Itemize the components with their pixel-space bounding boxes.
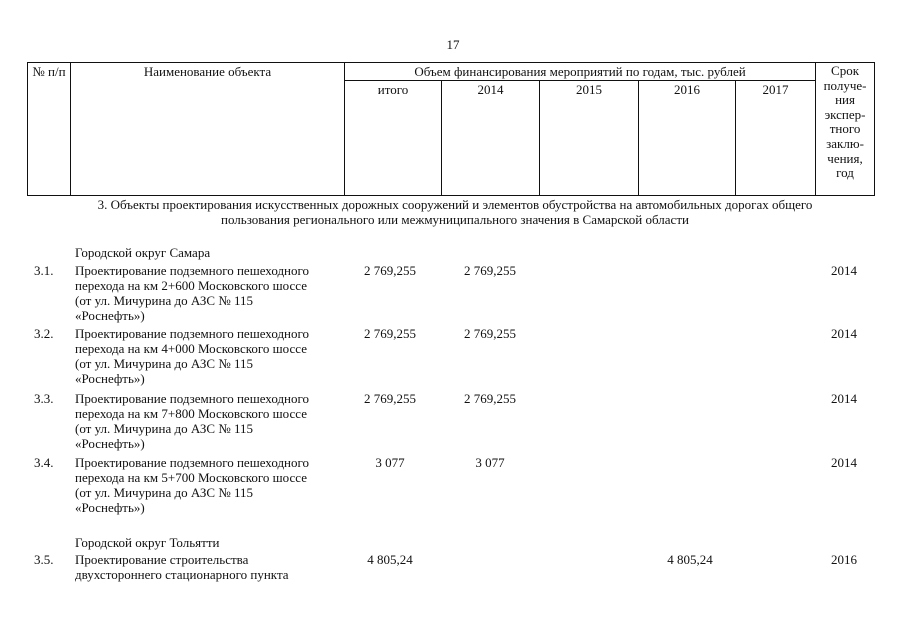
section-title: 3. Объекты проектирования искусственных дорожных сооружений и элементов обустройства на автомобильных дорогах общего пользования регионального или межмуниципального значения в Самарской области bbox=[97, 197, 813, 227]
header-2017: 2017 bbox=[736, 81, 816, 196]
header-2016: 2016 bbox=[639, 81, 736, 196]
row-term: 2014 bbox=[831, 455, 857, 470]
row-2014: 3 077 bbox=[475, 455, 505, 470]
district-togliatti: Городской округ Тольятти bbox=[75, 535, 220, 550]
row-2014: 2 769,255 bbox=[464, 263, 516, 278]
header-2014: 2014 bbox=[442, 81, 540, 196]
row-total: 3 077 bbox=[375, 455, 405, 470]
row-number: 3.4. bbox=[34, 455, 54, 470]
table-header bbox=[27, 62, 875, 196]
row-name: Проектирование подземного пешеходного перехода на км 7+800 Московского шоссе (от ул. Мичурина до АЗС № 115 «Роснефть») bbox=[75, 391, 310, 451]
row-term: 2016 bbox=[831, 552, 857, 567]
header-total: итого bbox=[345, 81, 442, 196]
row-name: Проектирование подземного пешеходного перехода на км 2+600 Московского шоссе (от ул. Мичурина до АЗС № 115 «Роснефть») bbox=[75, 263, 310, 323]
row-term: 2014 bbox=[831, 263, 857, 278]
row-2014: 2 769,255 bbox=[464, 326, 516, 341]
header-name: Наименование объекта bbox=[71, 63, 345, 196]
header-term: Срок получе- ния экспер- тного заклю- чения, год bbox=[816, 63, 875, 196]
row-name: Проектирование подземного пешеходного перехода на км 4+000 Московского шоссе (от ул. Мичурина до АЗС № 115 «Роснефть») bbox=[75, 326, 310, 386]
header-funding: Объем финансирования мероприятий по годам, тыс. рублей bbox=[345, 63, 816, 81]
row-total: 2 769,255 bbox=[364, 326, 416, 341]
row-2014: 2 769,255 bbox=[464, 391, 516, 406]
row-total: 4 805,24 bbox=[367, 552, 413, 567]
row-term: 2014 bbox=[831, 326, 857, 341]
district-samara: Городской округ Самара bbox=[75, 245, 211, 260]
row-number: 3.3. bbox=[34, 391, 54, 406]
row-2016: 4 805,24 bbox=[667, 552, 713, 567]
row-number: 3.2. bbox=[34, 326, 54, 341]
row-total: 2 769,255 bbox=[364, 391, 416, 406]
row-total: 2 769,255 bbox=[364, 263, 416, 278]
row-term: 2014 bbox=[831, 391, 857, 406]
header-num: № п/п bbox=[28, 63, 71, 196]
page-number: 17 bbox=[446, 37, 460, 52]
row-number: 3.5. bbox=[34, 552, 54, 567]
row-number: 3.1. bbox=[34, 263, 54, 278]
header-2015: 2015 bbox=[540, 81, 639, 196]
row-name: Проектирование строительства двухстороннего стационарного пункта bbox=[75, 552, 289, 582]
row-name: Проектирование подземного пешеходного перехода на км 5+700 Московского шоссе (от ул. Мичурина до АЗС № 115 «Роснефть») bbox=[75, 455, 310, 515]
